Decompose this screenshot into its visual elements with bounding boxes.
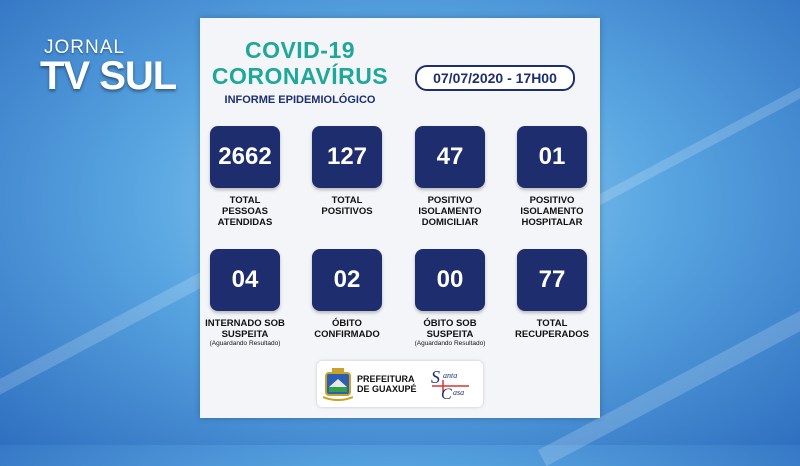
stat-label — [502, 195, 602, 228]
stat-label-line: PESSOAS — [222, 206, 268, 217]
date-badge: 07/07/2020 - 17H00 — [415, 65, 575, 91]
stat-label — [400, 195, 500, 228]
stat-label-line: CONFIRMADO — [314, 329, 380, 340]
stat-tile — [195, 249, 295, 348]
santa-casa-asa: asa — [453, 388, 465, 397]
prefeitura-line-2: DE GUAXUPÉ — [357, 384, 417, 394]
stat-note: (Aguardando Resultado) — [209, 340, 281, 347]
stat-label-line: POSITIVO — [529, 195, 575, 206]
stat-tile — [400, 249, 500, 348]
stat-label-line: POSITIVO — [427, 195, 473, 206]
stat-label — [400, 318, 500, 340]
stat-value: 47 — [415, 126, 485, 188]
stat-note: (Aguardando Resultado) — [414, 340, 486, 347]
stat-value: 02 — [312, 249, 382, 311]
prefeitura-line-1: PREFEITURA — [357, 374, 415, 384]
title-line-1: COVID-19 — [244, 37, 356, 63]
stat-tile — [502, 126, 602, 228]
stat-label — [195, 195, 295, 228]
stat-label — [297, 318, 397, 340]
stat-tile — [502, 249, 602, 340]
stat-label-line: HOSPITALAR — [521, 217, 583, 228]
stat-value: 127 — [312, 126, 382, 188]
stat-value: 77 — [517, 249, 587, 311]
channel-logo — [40, 37, 177, 98]
stat-value: 01 — [517, 126, 587, 188]
stat-tile — [195, 126, 295, 228]
stat-label-line: SUSPEITA — [426, 329, 474, 340]
santa-casa-anta: anta — [443, 371, 458, 380]
stat-label-line: ÓBITO SOB — [423, 318, 477, 329]
stat-label-line: SUSPEITA — [221, 329, 269, 340]
santa-casa-logo — [429, 366, 477, 402]
background-streak — [579, 36, 800, 214]
stat-value: 04 — [210, 249, 280, 311]
title-line-2: CORONAVÍRUS — [211, 63, 389, 89]
stat-label-line: TOTAL — [331, 195, 363, 206]
stat-value: 2662 — [210, 126, 280, 188]
channel-logo-big: TV SUL — [40, 54, 177, 98]
channel-logo-small: JORNAL — [44, 37, 125, 58]
city-seal-icon — [323, 367, 353, 401]
footer-logos — [317, 361, 483, 407]
stat-label-line: POSITIVOS — [321, 206, 373, 217]
stat-label-line: DOMICILIAR — [421, 217, 479, 228]
stat-label-line: TOTAL — [229, 195, 261, 206]
stat-value: 00 — [415, 249, 485, 311]
stat-label — [195, 318, 295, 340]
stat-label — [502, 318, 602, 340]
stat-label-line: INTERNADO SOB — [205, 318, 285, 329]
stat-label-line: TOTAL — [536, 318, 568, 329]
stat-label-line: ATENDIDAS — [217, 217, 273, 228]
stat-tile — [297, 249, 397, 340]
stat-label-line: ÓBITO — [332, 318, 362, 329]
stat-label-line: ISOLAMENTO — [520, 206, 584, 217]
stat-label — [297, 195, 397, 217]
bulletin-card — [200, 18, 600, 418]
santa-casa-s: S — [431, 367, 440, 387]
stat-tile — [400, 126, 500, 228]
subtitle: INFORME EPIDEMIOLÓGICO — [224, 94, 376, 106]
santa-casa-c: C — [441, 386, 452, 402]
stat-label-line: ISOLAMENTO — [418, 206, 482, 217]
stat-label-line: RECUPERADOS — [515, 329, 589, 340]
prefeitura-name — [357, 374, 417, 394]
stat-tile — [297, 126, 397, 217]
